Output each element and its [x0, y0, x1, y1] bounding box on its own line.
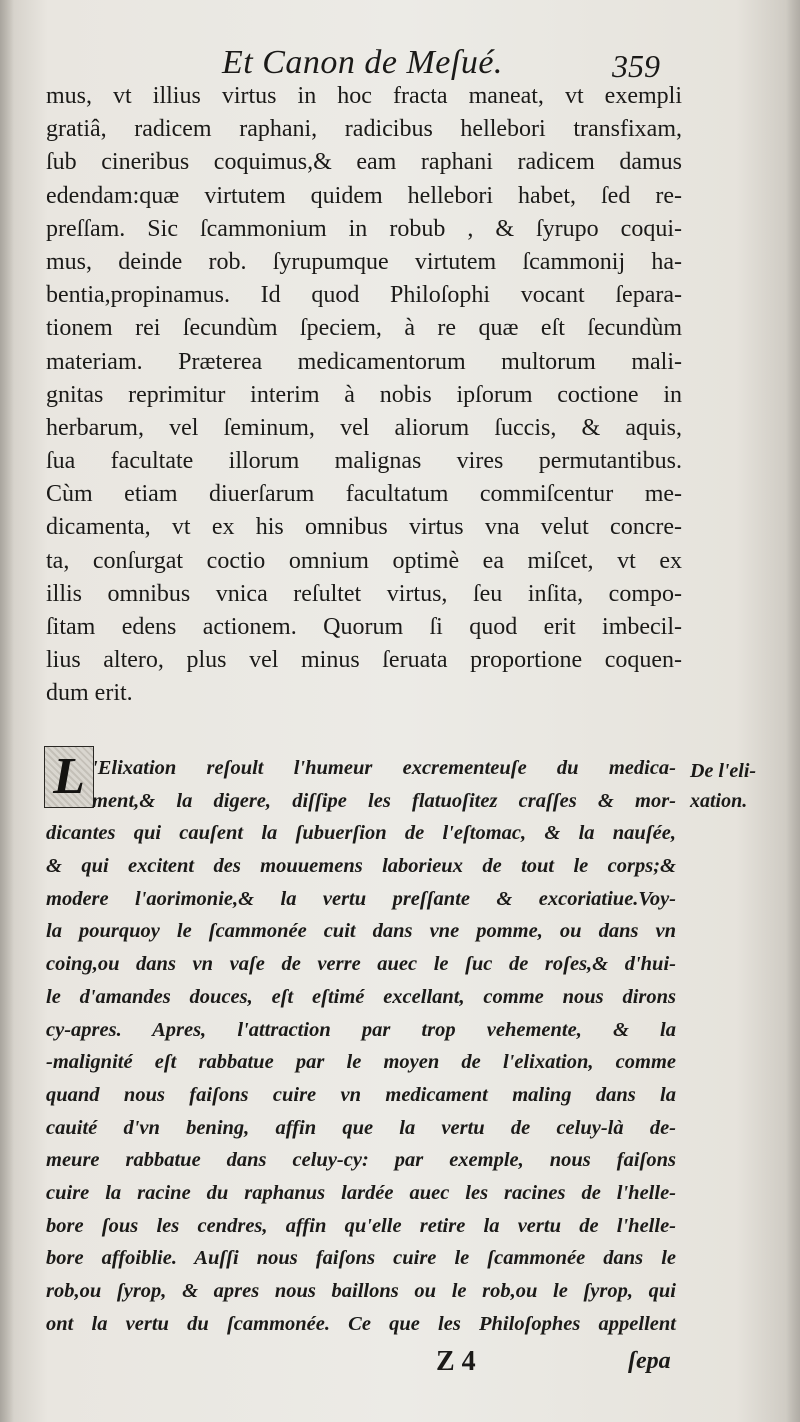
latin-line: herbarum, vel ſeminum, vel aliorum ſuccis, & aquis, — [46, 414, 682, 441]
latin-line: illis omnibus vnica reſultet virtus, ſeu inſita, compo- — [46, 580, 682, 607]
french-line: & qui excitent des mouuemens laborieux de tout le corps;& — [46, 855, 676, 878]
latin-line: materiam. Præterea medicamentorum multorum mali- — [46, 348, 682, 375]
latin-line: lius altero, plus vel minus ſeruata proportione coquen- — [46, 647, 682, 674]
latin-line: bentia,propinamus. Id quod Philoſophi vocant ſepara- — [46, 282, 682, 309]
french-line: cy-apres. Apres, l'attraction par trop vehemente, & la — [46, 1018, 676, 1041]
french-line: bore ſous les cendres, affin qu'elle retire la vertu de l'helle- — [46, 1214, 676, 1237]
french-line: quand nous faiſons cuire vn medicament maling dans la — [46, 1083, 676, 1106]
latin-line: preſſam. Sic ſcammonium in robub , & ſyrupo coqui- — [46, 215, 682, 242]
running-head: Et Canon de Meſué. — [222, 44, 503, 81]
latin-line: dicamenta, vt ex his omnibus virtus vna velut concre- — [46, 514, 682, 541]
left-page-edge — [0, 0, 14, 1422]
french-line: rob,ou ſyrop, & apres nous baillons ou le rob,ou le ſyrop, qui — [46, 1280, 676, 1302]
drop-cap-initial: L — [44, 746, 94, 808]
latin-paragraph — [46, 80, 682, 711]
margin-note — [690, 756, 800, 816]
margin-note-line: xation. — [690, 790, 748, 812]
latin-line: mus, vt illius virtus in hoc fracta maneat, vt exempli — [46, 83, 682, 109]
latin-line: dum erit. — [46, 680, 133, 707]
latin-line: Cùm etiam diuerſarum facultatum commiſcentur me- — [46, 481, 682, 508]
french-line: ment,& la digere, diſſipe les flatuoſitez craſſes & mor- — [92, 789, 676, 812]
french-line: bore affoiblie. Auſſi nous faiſons cuire le ſcammonée dans le — [46, 1247, 676, 1270]
latin-line: tionem rei ſecundùm ſpeciem, à re quæ eſt ſecundùm — [46, 315, 682, 342]
latin-line: gnitas reprimitur interim à nobis ipſorum coctione in — [46, 381, 682, 408]
page-number: 359 — [612, 48, 660, 84]
french-line: modere l'aorimonie,& la vertu preſſante & excoriatiue.Voy- — [46, 887, 676, 910]
french-line: cuire la racine du raphanus lardée auec les racines de l'helle- — [46, 1181, 676, 1204]
latin-line: ſitam edens actionem. Quorum ſi quod erit imbecil- — [46, 614, 682, 640]
french-line: dicantes qui cauſent la ſubuerſion de l'eſtomac, & la nauſée, — [46, 822, 676, 845]
latin-line: mus, deinde rob. ſyrupumque virtutem ſcammonij ha- — [46, 248, 682, 275]
latin-line: edendam:quæ virtutem quidem hellebori habet, ſed re- — [46, 182, 682, 209]
signature-mark: Z 4 — [436, 1346, 476, 1377]
french-line: la pourquoy le ſcammonée cuit dans vne pomme, ou dans vn — [46, 920, 676, 943]
latin-line: ſub cineribus coquimus,& eam raphani radicem damus — [46, 149, 682, 176]
french-line: ont la vertu du ſcammonée. Ce que les Philoſophes appellent — [46, 1312, 676, 1335]
margin-note-line: De l'eli- — [690, 760, 757, 782]
french-line: 'Elixation reſoult l'humeur excrementeuſe du medica- — [92, 757, 676, 779]
latin-line: ta, conſurgat coctio omnium optimè ea miſcet, vt ex — [46, 547, 682, 574]
right-page-edge — [786, 0, 800, 1422]
latin-line: gratiâ, radicem raphani, radicibus hellebori transfixam, — [46, 116, 682, 143]
latin-line: ſua facultate illorum malignas vires permutantibus. — [46, 448, 682, 475]
french-line: meure rabbatue dans celuy-cy: par exemple, nous faiſons — [46, 1149, 676, 1172]
french-paragraph — [46, 752, 676, 1340]
page-footer — [0, 1346, 800, 1386]
french-line: -malignité eſt rabbatue par le moyen de l'elixation, comme — [46, 1051, 676, 1074]
catchword: ſepa — [628, 1348, 671, 1374]
french-line: coing,ou dans vn vaſe de verre auec le ſuc de roſes,& d'hui- — [46, 953, 676, 976]
french-line: le d'amandes douces, eſt eſtimé excellant, comme nous dirons — [46, 985, 676, 1008]
french-line: cauité d'vn bening, affin que la vertu de celuy-là de- — [46, 1116, 676, 1139]
